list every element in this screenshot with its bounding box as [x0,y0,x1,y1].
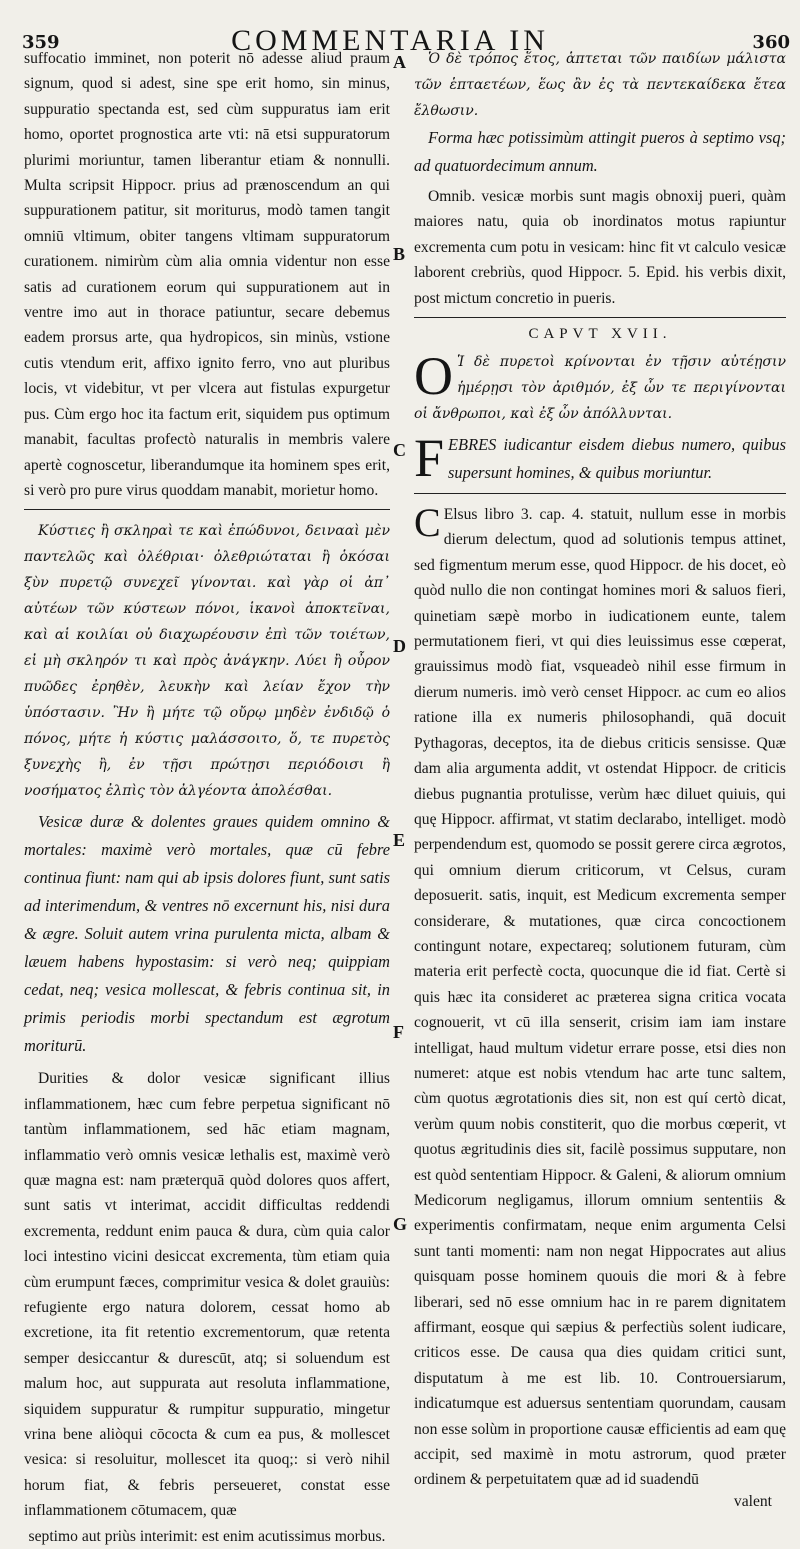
greek-chapter-text: Ἱ δὲ πυρετοὶ κρίνονται ἐν τῇσιν αὐτέῃσιν ἡμέρῃσι τὸν ἀριθμόν, ἐξ ὧν τε περιγίνονται οἱ ἄνθρωποι, καὶ ἐξ ὧν ἀπόλλυνται. [414,354,786,423]
chapter-commentary-block [414,502,786,1493]
right-commentary-top: Omnib. vesicæ morbis sunt magis obnoxij pueri, quàm maiores natu, quia ob inordinatos motus rapiuntur excrementa cum potu in vesicam: hinc fit vt calculo vesicæ laborent crebriùs, quod Hippocr. 5. Epid. his verbis dixit, post mictum concretio in pueris. [414,188,786,307]
left-latin-translation: Vesicæ duræ & dolentes graues quidem omnino & mortales: maximè verò mortales, quæ cū febre continua fiunt: nam qui ab ipsis dolores fiunt, sunt satis ad interimendum, & ventres nō excernunt his, nisi dura & ægre. Soluit autem vrina purulenta micta, albam & læuem habens hypostasim: si verò neq; quippiam cedat, neq; vesica mollescat, & febris continua sit, in primis periodis morbi spectandum est ægrotum moriturū. [24,812,390,1056]
margin-letter-e: E [393,830,406,850]
right-column [414,46,786,1511]
margin-letter-c: C [393,440,406,460]
right-latin-translation: Forma hæc potissimùm attingit pueros à septimo vsq; ad quatuordecimum annum. [414,128,786,175]
left-intro-paragraph: suffocatio imminet, non poterit nō adesse aliud praum signum, quod si adest, sine spe erit homo, sin minus, suppuratio spectanda est, sed cùm suppuratus iam erit homo, oportet prognostica arte vti: nā etsi suppuratorum plurimi moriuntur, tamen liberantur etiam & nonnulli. Multa scripsit Hippocr. prius ad prænoscendum an qui suppurationem patitur, sit moriturus, modò tamen tangit omniū vltimum, obiter tangens vltimam suppuratorum curationem. nimirùm cùm alia omnia videntur non esse satis ad curationem eorum qui suppurationem aut in ventre imo aut in thorace patiuntur, secare debemus eadem prorsus arte, qua hydropicos, sin minùs, vstione cutis vtendum erit, affixo ignito ferro, vno aut pluribus locis, vt videbitur, vt per vlcera aut fistulas expurgetur pus. Cùm ergo hoc ita factum erit, siquidem pus optimum manabit, facultas profectò naturalis in membris valere apertè cognoscetur, liberandumque ita hominem spes erit, si verò pro pure virus quoddam manabit, morietur homo. [24,50,390,499]
latin-chapter-text: EBRES iudicantur eisdem diebus numero, quibus supersunt homines, & quibus moriuntur. [448,435,786,483]
margin-letter-a: A [393,52,406,72]
margin-letter-g: G [393,1214,408,1234]
catchword: valent [733,1492,772,1510]
chapter-heading: CAPVT XVII. [528,326,672,343]
running-title: COMMENTARIA IN [231,24,549,57]
left-commentary-end: septimo aut priùs interimit: est enim acutissimus morbus. [28,1527,386,1545]
latin-drop-initial: F [414,428,445,489]
margin-letter-d: D [393,636,406,656]
right-greek-aphorism: Ὁ δὲ τρόπος ἕτος, ἁπτεται τῶν παιδίων μάλιστα τῶν ἑπταετέων, ἕως ἂν ἐς τὰ πεντεκαίδεκα ἔτεα ἔλθωσιν. [414,51,786,119]
left-commentary: Durities & dolor vesicæ significant illius inflammationem, hæc cum febre perpetua significant nō tantùm inflammationem, sed hāc etiam magnam, inflammatio verò omnis vesicæ lethalis est, maximè verò quæ magna est: nam præterquā quòd dolores quos affert, sunt satis vt interimat, accidit difficultas reddendi excrementa, reddunt enim pauca & dura, cùm quia calor loci intestino vicini desiccat excrementa, tùm etiam quia cùm erumpunt fæces, comprimitur vesica & dolet grauiùs: refugiente ergo natura dolorem, cessat homo ab excretione, ita fit retentio excrementorum, quæ retenta semper desiccantur & durescūt, atq; si soluendum est malum hoc, aut suppurata aut resoluta inflammatione, siquidem suppuratur & rumpitur suppuratio, mingetur vrina bene aliòqui cōcocta & cum ea pus, & mollescet vesica: si resoluitur, mollescet ita quoq;: si verò nihil horum fiat, & febris perseueret, constat esse inflammationem cōtumacem, quæ [24,1070,390,1520]
commentary-drop-initial: C [414,500,441,546]
chapter-commentary: Elsus libro 3. cap. 4. statuit, nullum esse in morbis dierum delectum, quod ad solutionis tempus attinet, sed figmentum merum esse, quod Hippocr. de his docet, eò quòd nullo die non contingat homines mori & saluos fieri, quinetiam sæpè morbo in iudicationem eunte, talem permutationem fieri, vt qui dies leuissimus esse cœperat, grauissimus modò fiat, vsqueadeò nihil esse firmum in dierum numeris. imò verò censet Hippocr. ac cum eo alios ratione illa ex numeris philosophandi, quā docuit Pythagoras, deceptos, ita de diebus criticis sensisse. Quæ dam alia argumenta addit, vt ostendat Hippocr. de criticis diebus pugnantia protulisse, verùm hæc diluet quiuis, qui quę Hippocr. affirmat, vt statim declarabo, intelliget. modò perpendendum est, quomodo se possit gerere circa ægrotos, qui omnium dierum criticorum, vt Celsus, curam deposuerit. satis, inquit, est Medicum excrementa semper considerare, & mutationes, quæ circa concoctionem contingunt notare, expectareq; solutionem futuram, cùm materia erit perfectè cocta, quocunque die id fiat. Certè si quis hæc ita consideret ac præterea signa critica vocata cognouerit, vt cū illa senserit, crisim iam iam instare intelligat, haud multum videtur errare posse, etsi dies non numeret: atque est nobis vtendum hac arte tunc saltem, cùm quotus ægrotationis dies sit, non est quí certò dicat, verùm quum nobis constiterit, quo die morbus cœperit, vt quotus ægritudinis dies sit, facilè possimus supputare, non est quòd sententiam Hippocr. & Galeni, & aliorum omnium Medicorum negligamus, illorum omnium sententiis & experimentis confirmatam, neque enim argumenta Celsi sunt tanti momenti: nam non negat Hippocrates aut alius quisquam posse hominem quouis die mori & à febre liberari, sed nō esse omnium hac in re parem dignitatem affirmant, eosque qui sæpius & perfectiùs solent iudicare, criticos esse. De causa qua dies quidam critici sunt, disputatum à me est lib. 10. Controuersiarum, indicatumque est aduersus sententiam quorundam, causam non esse solùm in proportione causæ efficientis ad eam quę accipit, sed maximè in motu astrorum, quod præter ordinem & perpetuitatem quæ ad id suadendū [414,506,786,1489]
section-rule [24,509,390,510]
left-greek-aphorism: Κύστιες ἢ σκληραὶ τε καὶ ἐπώδυνοι, δεινααὶ μὲν παντελῶς καὶ ὀλέθριαι· ὀλεθριώταται ἢ ὁκόσαι ξὺν πυρετῷ συνεχεῖ γίνονται. καὶ γὰρ οἱ ἀπ᾽ αὐτέων τῶν κύστεων πόνοι, ἱκανοὶ ἀποκτεῖναι, καὶ αἱ κοιλίαι οὐ διαχωρέουσιν ἐπὶ τῶν τοιέτων, εἰ μὴ σκληρόν τι καὶ πρὸς ἀνάγκην. Λύει ἢ οὖρον πυῶδες ἐρηθὲν, λευκὴν καὶ λείαν ἔχον τὴν ὑπόστασιν. Ἢν ἢ μήτε τῷ οὔρῳ μηδὲν ἐνδιδῷ ὁ πόνος, μήτε ἡ κύστις μαλάσσοιτο, ὅ, τε πυρετὸς ξυνεχὴς ἢ, ἐν τῇσι πρώτῃσι περιόδοισι ἢ νοσήματος ἐλπὶς τὸν ἀλγέοντα ἀπολέσθαι. [24,523,390,800]
left-page-number: 359 [22,32,60,53]
chapter-rule [414,317,786,318]
left-column [24,46,390,1549]
commentary-rule [414,493,786,494]
right-page-number: 360 [752,32,790,53]
greek-chapter-block [414,346,786,427]
margin-letter-b: B [393,244,406,264]
margin-letter-f: F [393,1022,404,1042]
latin-chapter-block [414,428,786,489]
greek-drop-initial: Ο [414,346,453,407]
